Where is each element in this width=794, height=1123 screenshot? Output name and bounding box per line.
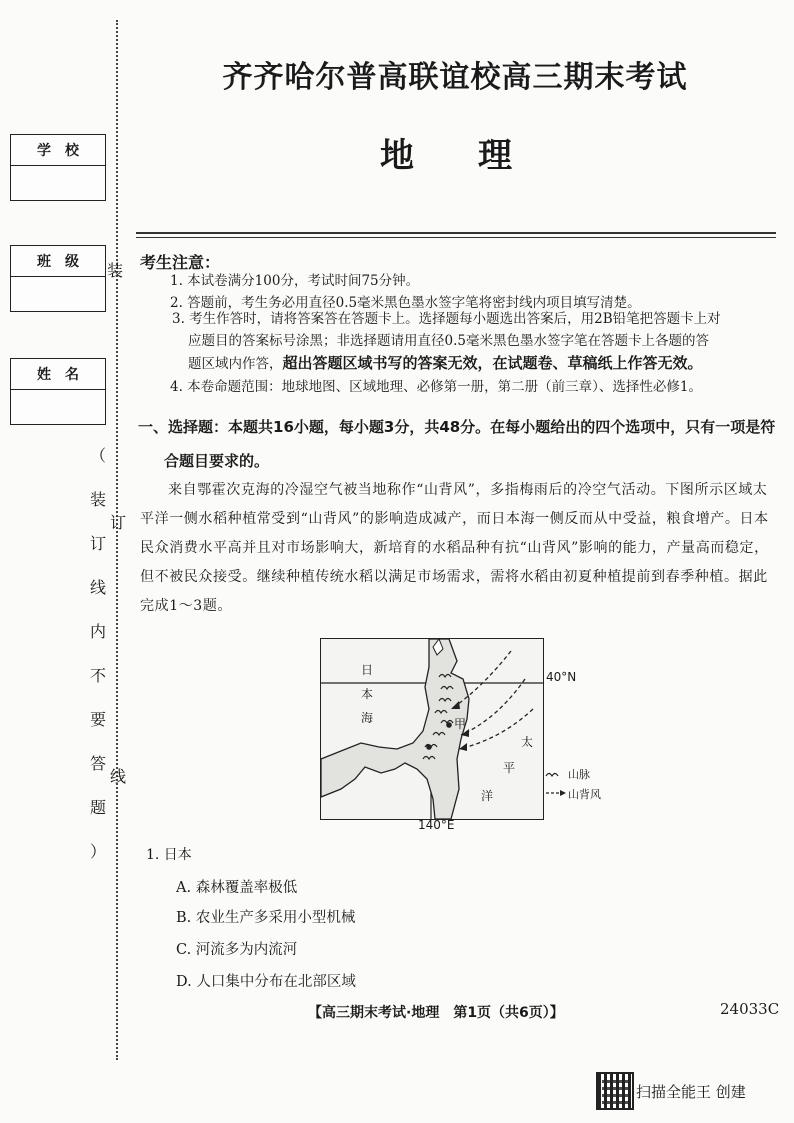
option-a[interactable]: A. 森林覆盖率极低 [176, 880, 298, 896]
ocean-label-2: 平 [503, 761, 516, 775]
header-rule [136, 232, 776, 234]
reading-passage: 来自鄂霍次克海的冷湿空气被当地称作“山背风”，多指梅雨后的冷空气活动。下图所示区域太平洋一侧水稻种植常受到“山背风”的影响造成减产，而日本海一侧反而从中受益，粮食增产。日本民众消费水平高并且对市场影响大，新培育的水稻品种有抗“山背风”影响的能力，产量高而稳定，但不被民众接受。继续种植传统水稻以满足市场需求，需将水稻由初夏种植提前到春季种植。据此完成1～3题。 [140, 482, 769, 614]
qr-code-icon [596, 1072, 634, 1110]
notice-item-2: 2. 答题前，考生务必用直径0.5毫米黑色墨水签字笔将密封线内项目填写清楚。 [170, 295, 641, 311]
header-rule-thin [136, 237, 776, 238]
legend-wind: 山背风 [568, 788, 601, 801]
scanner-watermark: 扫描全能王 创建 [636, 1083, 746, 1101]
sea-label-1: 日 [361, 663, 374, 677]
binding-mark-xian: 线 [110, 767, 127, 786]
binding-mark-ding: 订 [110, 513, 127, 532]
vertical-char: 题 [89, 797, 106, 817]
map-graphic [321, 639, 543, 819]
vertical-char: ） [89, 841, 106, 861]
class-field[interactable] [11, 277, 105, 311]
jia-label: 甲 [454, 717, 467, 731]
name-label: 姓名 [11, 359, 105, 390]
vertical-char: 线 [89, 577, 106, 597]
notice-item-3: 3. 考生作答时，请将答案答在答题卡上。选择题每小题选出答案后，用2B铅笔把答题卡上对 [172, 311, 721, 327]
ocean-label-1: 太 [521, 735, 534, 749]
legend-icons [544, 766, 568, 800]
notice-heading: 考生注意： [140, 253, 221, 272]
latitude-label: 40°N [546, 670, 577, 684]
city-point [426, 744, 432, 750]
binding-warning-vertical [88, 432, 108, 872]
option-d[interactable]: D. 人口集中分布在北部区域 [176, 974, 356, 990]
exam-title: 齐齐哈尔普高联谊校高三期末考试 [222, 60, 688, 95]
vertical-char: 内 [89, 621, 106, 641]
class-box [10, 245, 106, 312]
name-field[interactable] [11, 390, 105, 424]
vertical-char: 订 [89, 533, 106, 553]
name-box [10, 358, 106, 425]
vertical-char: （ [89, 445, 106, 465]
notice-item-3-end [188, 352, 703, 375]
section-heading [138, 410, 778, 478]
land-outline [321, 639, 469, 819]
option-c[interactable]: C. 河流多为内流河 [176, 942, 298, 958]
notice-item-3-tail: 题区域内作答， [188, 356, 283, 372]
subject-title: 地理 [380, 136, 576, 176]
vertical-char: 答 [89, 753, 106, 773]
point-jia [446, 722, 452, 728]
binding-dashed-line [116, 20, 118, 1060]
page-footer: 【高三期末考试·地理 第1页（共6页）】 [308, 1005, 564, 1021]
school-field[interactable] [11, 166, 105, 200]
notice-item-4: 4. 本卷命题范围：地球地图、区域地理、必修第一册，第二册（前三章）、选择性必修1。 [170, 379, 703, 395]
exam-code: 24033C [720, 1000, 780, 1018]
section-line-2: 合题目要求的。 [164, 452, 270, 470]
longitude-label: 140°E [418, 818, 455, 832]
class-label: 班级 [11, 246, 105, 277]
section-line-1: 一、选择题：本题共16小题，每小题3分，共48分。在每小题给出的四个选项中，只有一项是符 [138, 418, 776, 436]
vertical-char: 装 [89, 489, 106, 509]
notice-item-1: 1. 本试卷满分100分，考试时间75分钟。 [170, 273, 420, 289]
option-b[interactable]: B. 农业生产多采用小型机械 [176, 910, 356, 926]
school-box [10, 134, 106, 201]
ocean-label-3: 洋 [481, 789, 494, 803]
vertical-char: 要 [89, 709, 106, 729]
sea-label-3: 海 [361, 711, 374, 725]
school-label: 学校 [11, 135, 105, 166]
notice-emphasis: 超出答题区域书写的答案无效，在试题卷、草稿纸上作答无效。 [282, 354, 703, 372]
vertical-char: 不 [89, 665, 106, 685]
question-1-stem: 1. 日本 [146, 847, 192, 863]
notice-item-3-cont: 应题目的答案标号涂黑；非选择题请用直径0.5毫米黑色墨水签字笔在答题卡上各题的答 [188, 333, 709, 349]
sea-label-2: 本 [361, 687, 374, 701]
legend-mountain: 山脉 [568, 768, 590, 781]
binding-mark-zhuang: 装 [107, 261, 124, 280]
mountain-legend-icon [546, 774, 558, 777]
japan-map [320, 638, 544, 820]
